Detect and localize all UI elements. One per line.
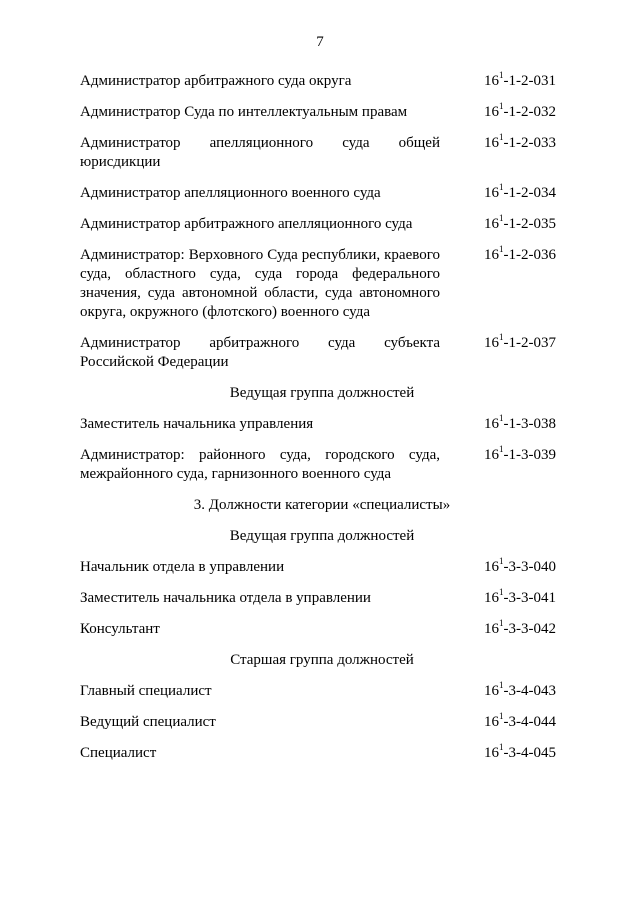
section-heading: Ведущая группа должностей [229,528,415,544]
position-code [484,134,564,172]
position-row [80,682,564,701]
section-heading: Старшая группа должностей [230,652,414,668]
code-superscript: 1 [499,742,504,752]
code-suffix: -1-2-036 [503,247,556,263]
code-superscript: 1 [499,556,504,566]
code-base: 16 [484,590,499,606]
position-code [484,334,564,372]
position-code [484,72,564,91]
code-suffix: -1-2-034 [503,185,556,201]
code-superscript: 1 [499,70,504,80]
code-base: 16 [484,416,499,432]
position-code [484,589,564,608]
code-superscript: 1 [499,413,504,423]
code-superscript: 1 [499,444,504,454]
position-code [484,415,564,434]
code-base: 16 [484,714,499,730]
position-row [80,215,564,234]
position-row [80,415,564,434]
position-row [80,713,564,732]
section-heading: Ведущая группа должностей [229,385,415,401]
position-code [484,620,564,639]
position-row [80,589,564,608]
code-base: 16 [484,683,499,699]
position-row [80,134,564,172]
section-heading: 3. Должности категории «специалисты» [193,497,451,513]
code-suffix: -3-3-041 [503,590,556,606]
code-suffix: -1-2-037 [503,335,556,351]
code-suffix: -1-2-033 [503,135,556,151]
code-superscript: 1 [499,182,504,192]
position-code [484,103,564,122]
page-number: 7 [316,34,324,50]
code-base: 16 [484,335,499,351]
code-base: 16 [484,216,499,232]
code-base: 16 [484,559,499,575]
position-row [80,620,564,639]
code-suffix: -1-3-039 [503,447,556,463]
position-title: Администратор апелляционного суда общей юрисдикции [80,135,440,170]
code-suffix: -3-4-043 [503,683,556,699]
position-title: Администратор: Верховного Суда республики, краевого суда, областного суда, суда города федерального значения, суда автономной области, суда автономного округа, окружного (флотского) военного суда [80,247,440,320]
position-code [484,558,564,577]
position-code [484,744,564,763]
code-suffix: -1-2-032 [503,104,556,120]
code-superscript: 1 [499,618,504,628]
position-title: Специалист [80,745,157,761]
code-superscript: 1 [499,101,504,111]
position-title: Администратор Суда по интеллектуальным правам [80,104,408,120]
position-title: Администратор арбитражного суда округа [80,73,352,89]
code-superscript: 1 [499,711,504,721]
code-base: 16 [484,185,499,201]
code-suffix: -1-3-038 [503,416,556,432]
position-code [484,184,564,203]
position-title: Администратор: районного суда, городского суда, межрайонного суда, гарнизонного военного суда [80,447,440,482]
position-title: Начальник отдела в управлении [80,559,285,575]
position-code [484,682,564,701]
position-row [80,103,564,122]
position-title: Администратор апелляционного военного суда [80,185,381,201]
code-suffix: -1-2-035 [503,216,556,232]
position-title: Консультант [80,621,160,637]
code-base: 16 [484,745,499,761]
code-suffix: -3-3-040 [503,559,556,575]
position-title: Заместитель начальника отдела в управлении [80,590,371,606]
position-row [80,558,564,577]
position-row [80,744,564,763]
code-base: 16 [484,247,499,263]
position-row [80,334,564,372]
code-suffix: -1-2-031 [503,73,556,89]
position-code [484,446,564,484]
position-title: Администратор арбитражного суда субъекта Российской Федерации [80,335,440,370]
code-base: 16 [484,104,499,120]
position-row [80,246,564,322]
code-superscript: 1 [499,244,504,254]
position-title: Администратор арбитражного апелляционного суда [80,216,413,232]
position-title: Ведущий специалист [80,714,216,730]
code-superscript: 1 [499,132,504,142]
position-code [484,713,564,732]
code-suffix: -3-4-045 [503,745,556,761]
position-title: Заместитель начальника управления [80,416,314,432]
position-row [80,446,564,484]
code-superscript: 1 [499,587,504,597]
code-suffix: -3-3-042 [503,621,556,637]
position-code [484,246,564,322]
position-title: Главный специалист [80,683,212,699]
position-row [80,72,564,91]
position-code [484,215,564,234]
code-suffix: -3-4-044 [503,714,556,730]
code-superscript: 1 [499,680,504,690]
code-base: 16 [484,135,499,151]
position-row [80,184,564,203]
code-base: 16 [484,73,499,89]
code-base: 16 [484,447,499,463]
code-superscript: 1 [499,332,504,342]
code-base: 16 [484,621,499,637]
positions-list [80,72,564,775]
code-superscript: 1 [499,213,504,223]
